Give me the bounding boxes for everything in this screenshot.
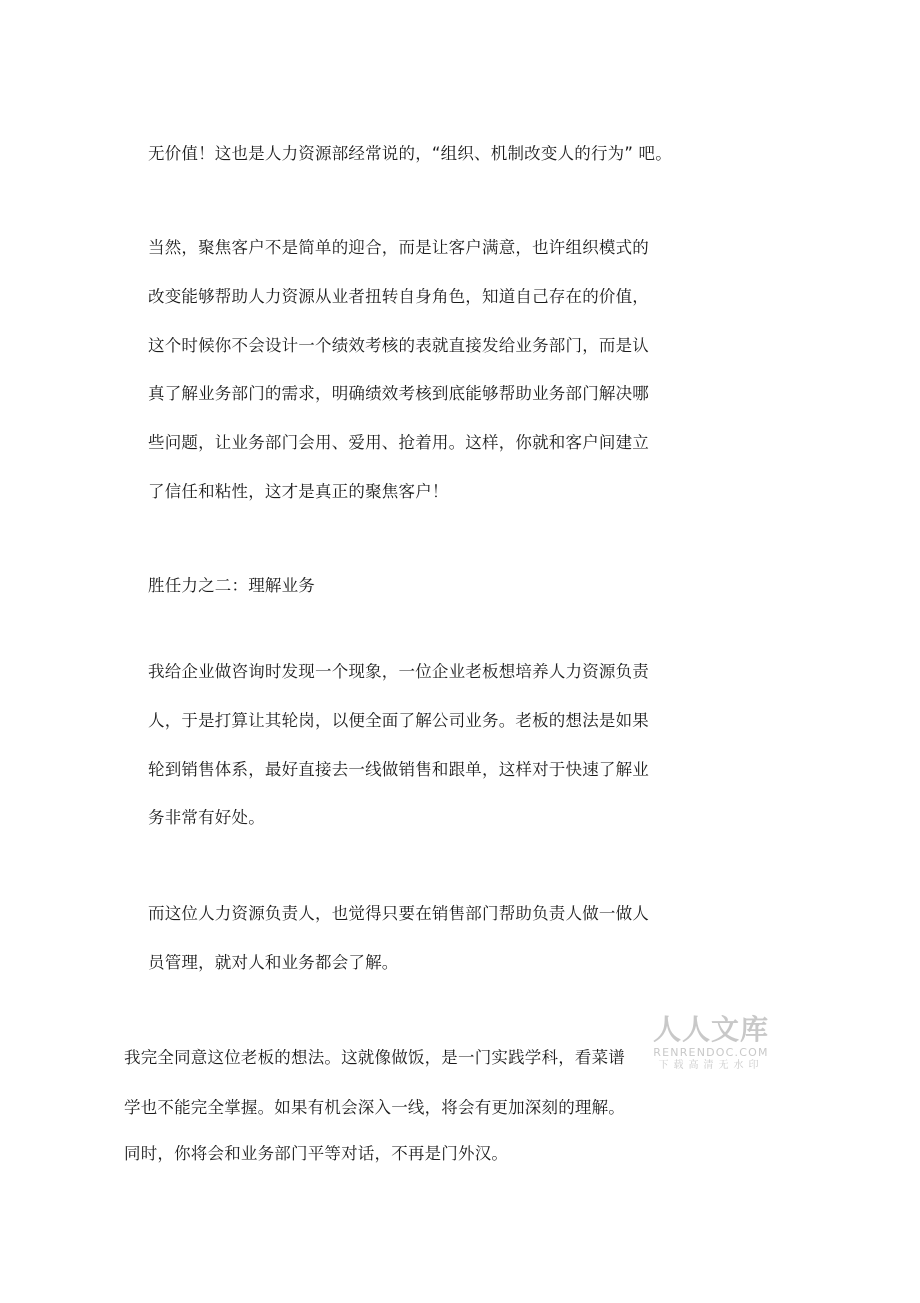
section-heading: 胜任力之二：理解业务 <box>148 576 315 595</box>
paragraph-6-line-1: 我完全同意这位老板的想法。这就像做饭，是一门实践学科，看菜谱 <box>124 1048 625 1067</box>
watermark-domain: RENRENDOC.COM <box>653 1046 769 1059</box>
paragraph-5-line-1: 而这位人力资源负责人，也觉得只要在销售部门帮助负责人做一做人 <box>148 904 649 923</box>
paragraph-4-line-3: 轮到销售体系，最好直接去一线做销售和跟单，这样对于快速了解业 <box>148 760 649 779</box>
paragraph-2-line-5: 些问题，让业务部门会用、爱用、抢着用。这样，你就和客户间建立 <box>148 433 649 452</box>
watermark-subtitle: 下载高清无水印 <box>658 1060 764 1071</box>
paragraph-4-line-4: 务非常有好处。 <box>148 808 265 827</box>
paragraph-6-line-2: 学也不能完全掌握。如果有机会深入一线，将会有更加深刻的理解。 <box>124 1098 625 1117</box>
paragraph-2-line-3: 这个时候你不会设计一个绩效考核的表就直接发给业务部门，而是认 <box>148 336 649 355</box>
paragraph-6-line-3: 同时，你将会和业务部门平等对话，不再是门外汉。 <box>124 1144 509 1163</box>
paragraph-1-line-1: 无价值！这也是人力资源部经常说的，“组织、机制改变人的行为” 吧。 <box>148 144 672 163</box>
watermark-title: 人人文库 <box>652 1013 769 1046</box>
paragraph-5-line-2: 员管理，就对人和业务都会了解。 <box>148 953 399 972</box>
paragraph-2-line-4: 真了解业务部门的需求，明确绩效考核到底能够帮助业务部门解决哪 <box>148 384 649 403</box>
paragraph-2-line-2: 改变能够帮助人力资源从业者扭转自身角色，知道自己存在的价值， <box>148 287 649 306</box>
watermark-logo <box>646 1014 776 1072</box>
paragraph-2-line-6: 了信任和粘性，这才是真正的聚焦客户！ <box>148 482 449 501</box>
paragraph-4-line-2: 人，于是打算让其轮岗，以便全面了解公司业务。老板的想法是如果 <box>148 711 649 730</box>
paragraph-2-line-1: 当然，聚焦客户不是简单的迎合，而是让客户满意，也许组织模式的 <box>148 238 649 257</box>
paragraph-4-line-1: 我给企业做咨询时发现一个现象，一位企业老板想培养人力资源负责 <box>148 662 649 681</box>
